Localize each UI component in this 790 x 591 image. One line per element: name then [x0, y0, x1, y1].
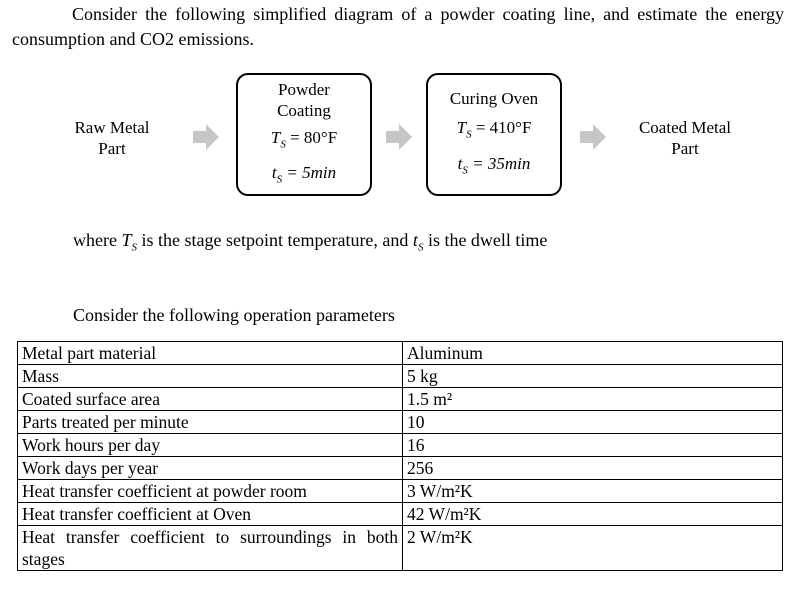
- input-label-line-2: Part: [98, 139, 126, 158]
- time-value: = 35min: [467, 154, 531, 173]
- stage2-name: Curing Oven: [449, 88, 539, 108]
- stage2-dwell-time: [458, 153, 531, 181]
- table-row: [18, 503, 783, 526]
- param-name-cell: Work days per year: [18, 457, 403, 480]
- caption-part-3: is the dwell time: [423, 230, 548, 250]
- time-subscript: S: [462, 164, 468, 177]
- stage2-temperature: [457, 117, 532, 145]
- stage1-dwell-time: [272, 162, 336, 190]
- temp-subscript: S: [466, 128, 472, 140]
- param-value-cell: 10: [403, 411, 783, 434]
- temp-value: = 410°F: [471, 117, 532, 137]
- output-label-line-1: Coated Metal: [638, 118, 732, 137]
- param-name-cell: Work hours per day: [18, 434, 403, 457]
- param-value-cell: 5 kg: [403, 365, 783, 388]
- param-name-cell: Heat transfer coefficient to surroundings in both stages: [18, 526, 403, 571]
- param-name-cell: Coated surface area: [18, 388, 403, 411]
- caption-part-1: where: [73, 230, 122, 250]
- table-row: [18, 457, 783, 480]
- input-label-line-1: Raw Metal: [74, 118, 150, 137]
- arrow-shape: [386, 124, 412, 150]
- param-value-cell: 2 W/m²K: [403, 526, 783, 571]
- arrow-shape: [193, 124, 219, 150]
- table-row: [18, 388, 783, 411]
- output-label-line-2: Part: [671, 139, 699, 158]
- table-row: [18, 342, 783, 365]
- input-label: [52, 117, 172, 159]
- arrow-shape: [580, 124, 606, 150]
- arrow-right-icon: [386, 124, 412, 150]
- stage1-name-line-1: Powder: [278, 80, 330, 100]
- output-label: [620, 117, 750, 159]
- param-name-cell: Mass: [18, 365, 403, 388]
- stage1-name-line-2: Coating: [277, 101, 331, 121]
- param-name-cell: Parts treated per minute: [18, 411, 403, 434]
- arrow-right-icon: [580, 124, 606, 150]
- caption-subscript-2: S: [417, 241, 424, 254]
- temp-symbol: T: [270, 128, 281, 148]
- stage1-temperature: [271, 127, 337, 155]
- time-value: = 5min: [282, 162, 337, 182]
- param-value-cell: 42 W/m²K: [403, 503, 783, 526]
- temp-value: = 80°F: [285, 128, 338, 148]
- table-row: [18, 434, 783, 457]
- params-table-body: [18, 342, 783, 571]
- params-heading: Consider the following operation parameters: [73, 305, 395, 325]
- operation-parameters-table: [17, 341, 783, 571]
- diagram-caption: [73, 228, 547, 260]
- caption-symbol-1: T: [121, 230, 132, 250]
- table-row: [18, 365, 783, 388]
- param-value-cell: 1.5 m²: [403, 388, 783, 411]
- param-name-cell: Metal part material: [18, 342, 403, 365]
- param-name-cell: Heat transfer coefficient at Oven: [18, 503, 403, 526]
- param-value-cell: Aluminum: [403, 342, 783, 365]
- time-symbol: t: [271, 162, 277, 182]
- table-row: [18, 411, 783, 434]
- caption-symbol-2: t: [412, 230, 418, 250]
- stage-curing-oven: [426, 73, 562, 196]
- param-name-cell: Heat transfer coefficient at powder room: [18, 480, 403, 503]
- param-value-cell: 16: [403, 434, 783, 457]
- param-value-cell: 3 W/m²K: [403, 480, 783, 503]
- table-row: [18, 526, 783, 571]
- intro-paragraph: Consider the following simplified diagram of a powder coating line, and estimate the energy consumption and CO2 emissions.: [12, 4, 784, 49]
- time-subscript: S: [276, 172, 283, 185]
- table-row: [18, 480, 783, 503]
- param-value-cell: 256: [403, 457, 783, 480]
- caption-subscript-1: S: [131, 241, 137, 254]
- caption-part-2: is the stage setpoint temperature, and: [137, 230, 413, 250]
- stage-powder-coating: [236, 73, 372, 196]
- arrow-right-icon: [193, 124, 219, 150]
- time-symbol: t: [457, 154, 463, 173]
- temp-subscript: S: [280, 138, 286, 151]
- temp-symbol: T: [456, 117, 467, 137]
